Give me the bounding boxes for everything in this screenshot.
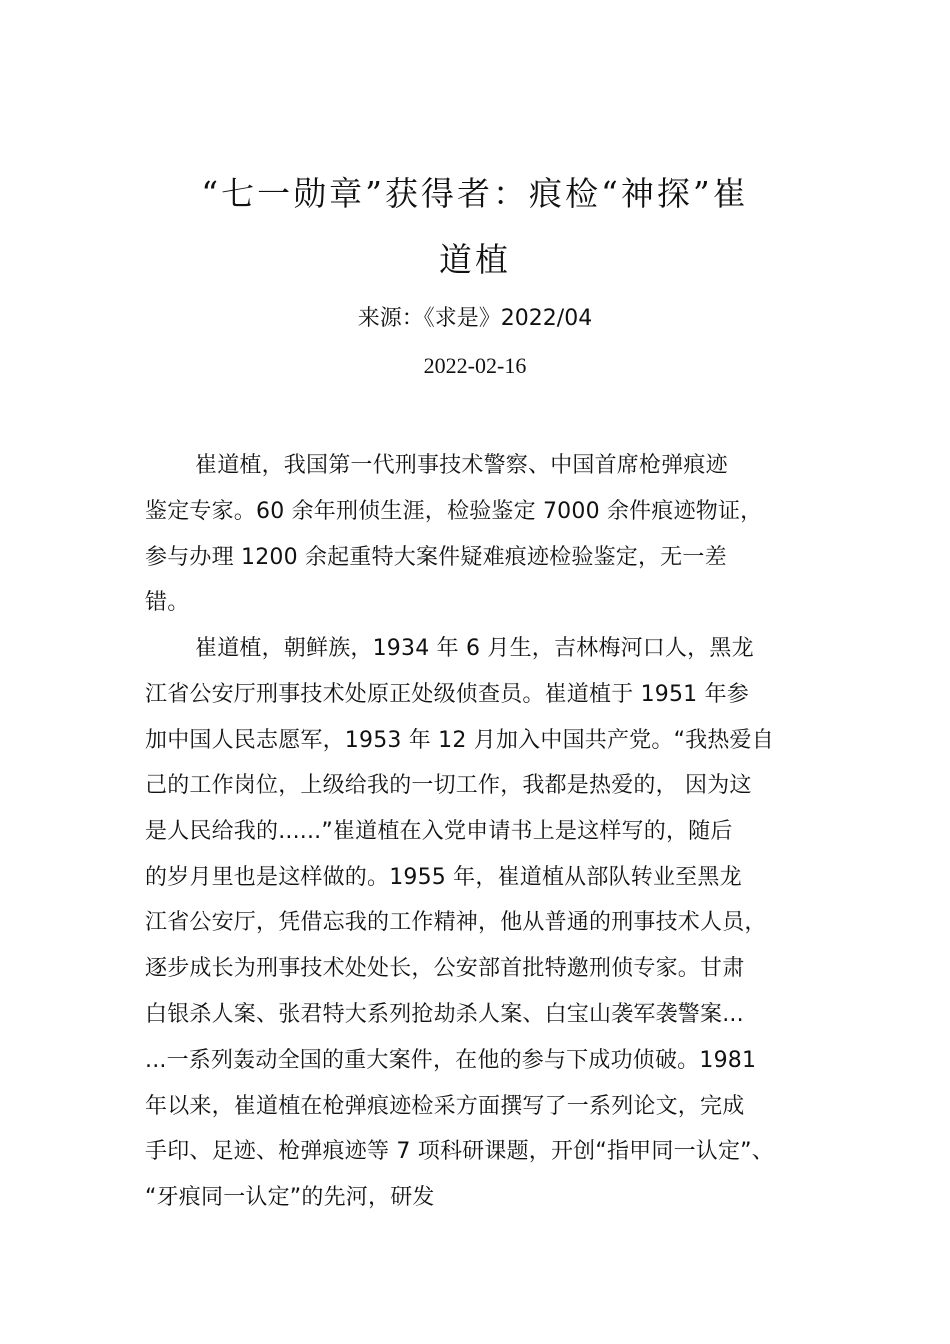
body-line: “牙痕同一认定”的先河，研发	[145, 1185, 435, 1210]
body-line: 江省公安厅刑事技术处原正处级侦查员。崔道植于 1951 年参	[145, 682, 749, 707]
body-line: 己的工作岗位，上级给我的一切工作，我都是热爱的， 因为这	[145, 773, 752, 798]
body-line: 加中国人民志愿军，1953 年 12 月加入中国共产党。“我热爱自	[145, 728, 774, 753]
body-line: 崔道植，朝鲜族，1934 年 6 月生，吉林梅河口人，黑龙	[195, 636, 754, 661]
body-line: 鉴定专家。60 余年刑侦生涯，检验鉴定 7000 余件痕迹物证，	[145, 499, 763, 524]
body-line: 逐步成长为刑事技术处处长，公安部首批特邀刑侦专家。甘肃	[145, 956, 745, 981]
body-line: 错。	[145, 590, 190, 615]
body-line: 白银杀人案、张君特大系列抢劫杀人案、白宝山袭军袭警案...	[145, 1002, 744, 1027]
body-line: 江省公安厅，凭借忘我的工作精神，他从普通的刑事技术人员，	[145, 910, 767, 935]
title-line-1: “七一勋章”获得者：痕检“神探”崔	[201, 174, 749, 213]
source-line: 来源：《求是》2022/04	[357, 306, 593, 331]
body-line: 年以来，崔道植在枪弹痕迹检采方面撰写了一系列论文，完成	[145, 1094, 745, 1119]
body-line: ...一系列轰动全国的重大案件，在他的参与下成功侦破。1981	[145, 1048, 757, 1073]
body-line: 参与办理 1200 余起重特大案件疑难痕迹检验鉴定，无一差	[145, 545, 727, 570]
body-line: 是人民给我的......”崔道植在入党申请书上是这样写的，随后	[145, 819, 733, 844]
body-line: 崔道植，我国第一代刑事技术警察、中国首席枪弹痕迹	[195, 453, 728, 478]
body-line: 手印、足迹、枪弹痕迹等 7 项科研课题，开创“指甲同一认定”、	[145, 1139, 774, 1164]
body-line: 的岁月里也是这样做的。1955 年，崔道植从部队转业至黑龙	[145, 865, 742, 890]
date-line: 2022-02-16	[423, 353, 527, 378]
title-line-2: 道植	[439, 240, 511, 279]
